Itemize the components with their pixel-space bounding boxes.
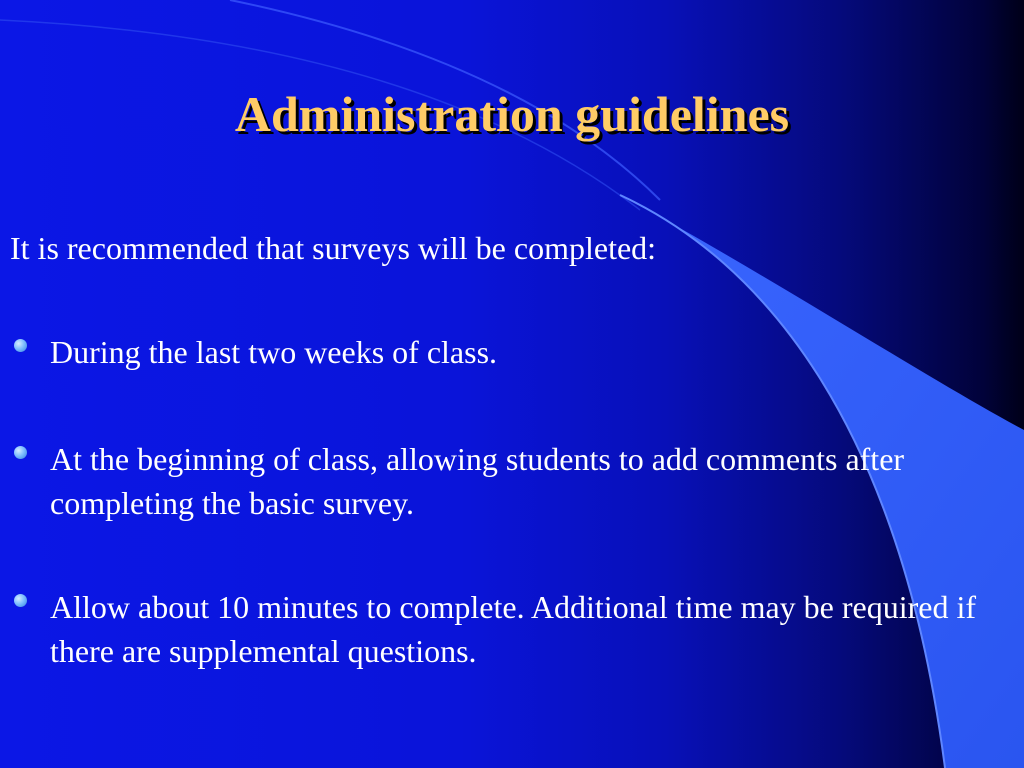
bullet-text: At the beginning of class, allowing students to add comments after completing the basic survey. (50, 441, 905, 521)
intro-text: It is recommended that surveys will be completed: (10, 230, 657, 266)
bullet-dot-icon (14, 446, 27, 459)
bullet-dot-icon (14, 594, 27, 607)
slide-title: Administration guidelines (234, 86, 790, 142)
bullet-dot-icon (14, 339, 27, 352)
bullet-text: Allow about 10 minutes to complete. Additional time may be required if there are supplemental questions. (50, 589, 977, 669)
bullet-text: During the last two weeks of class. (50, 334, 498, 370)
